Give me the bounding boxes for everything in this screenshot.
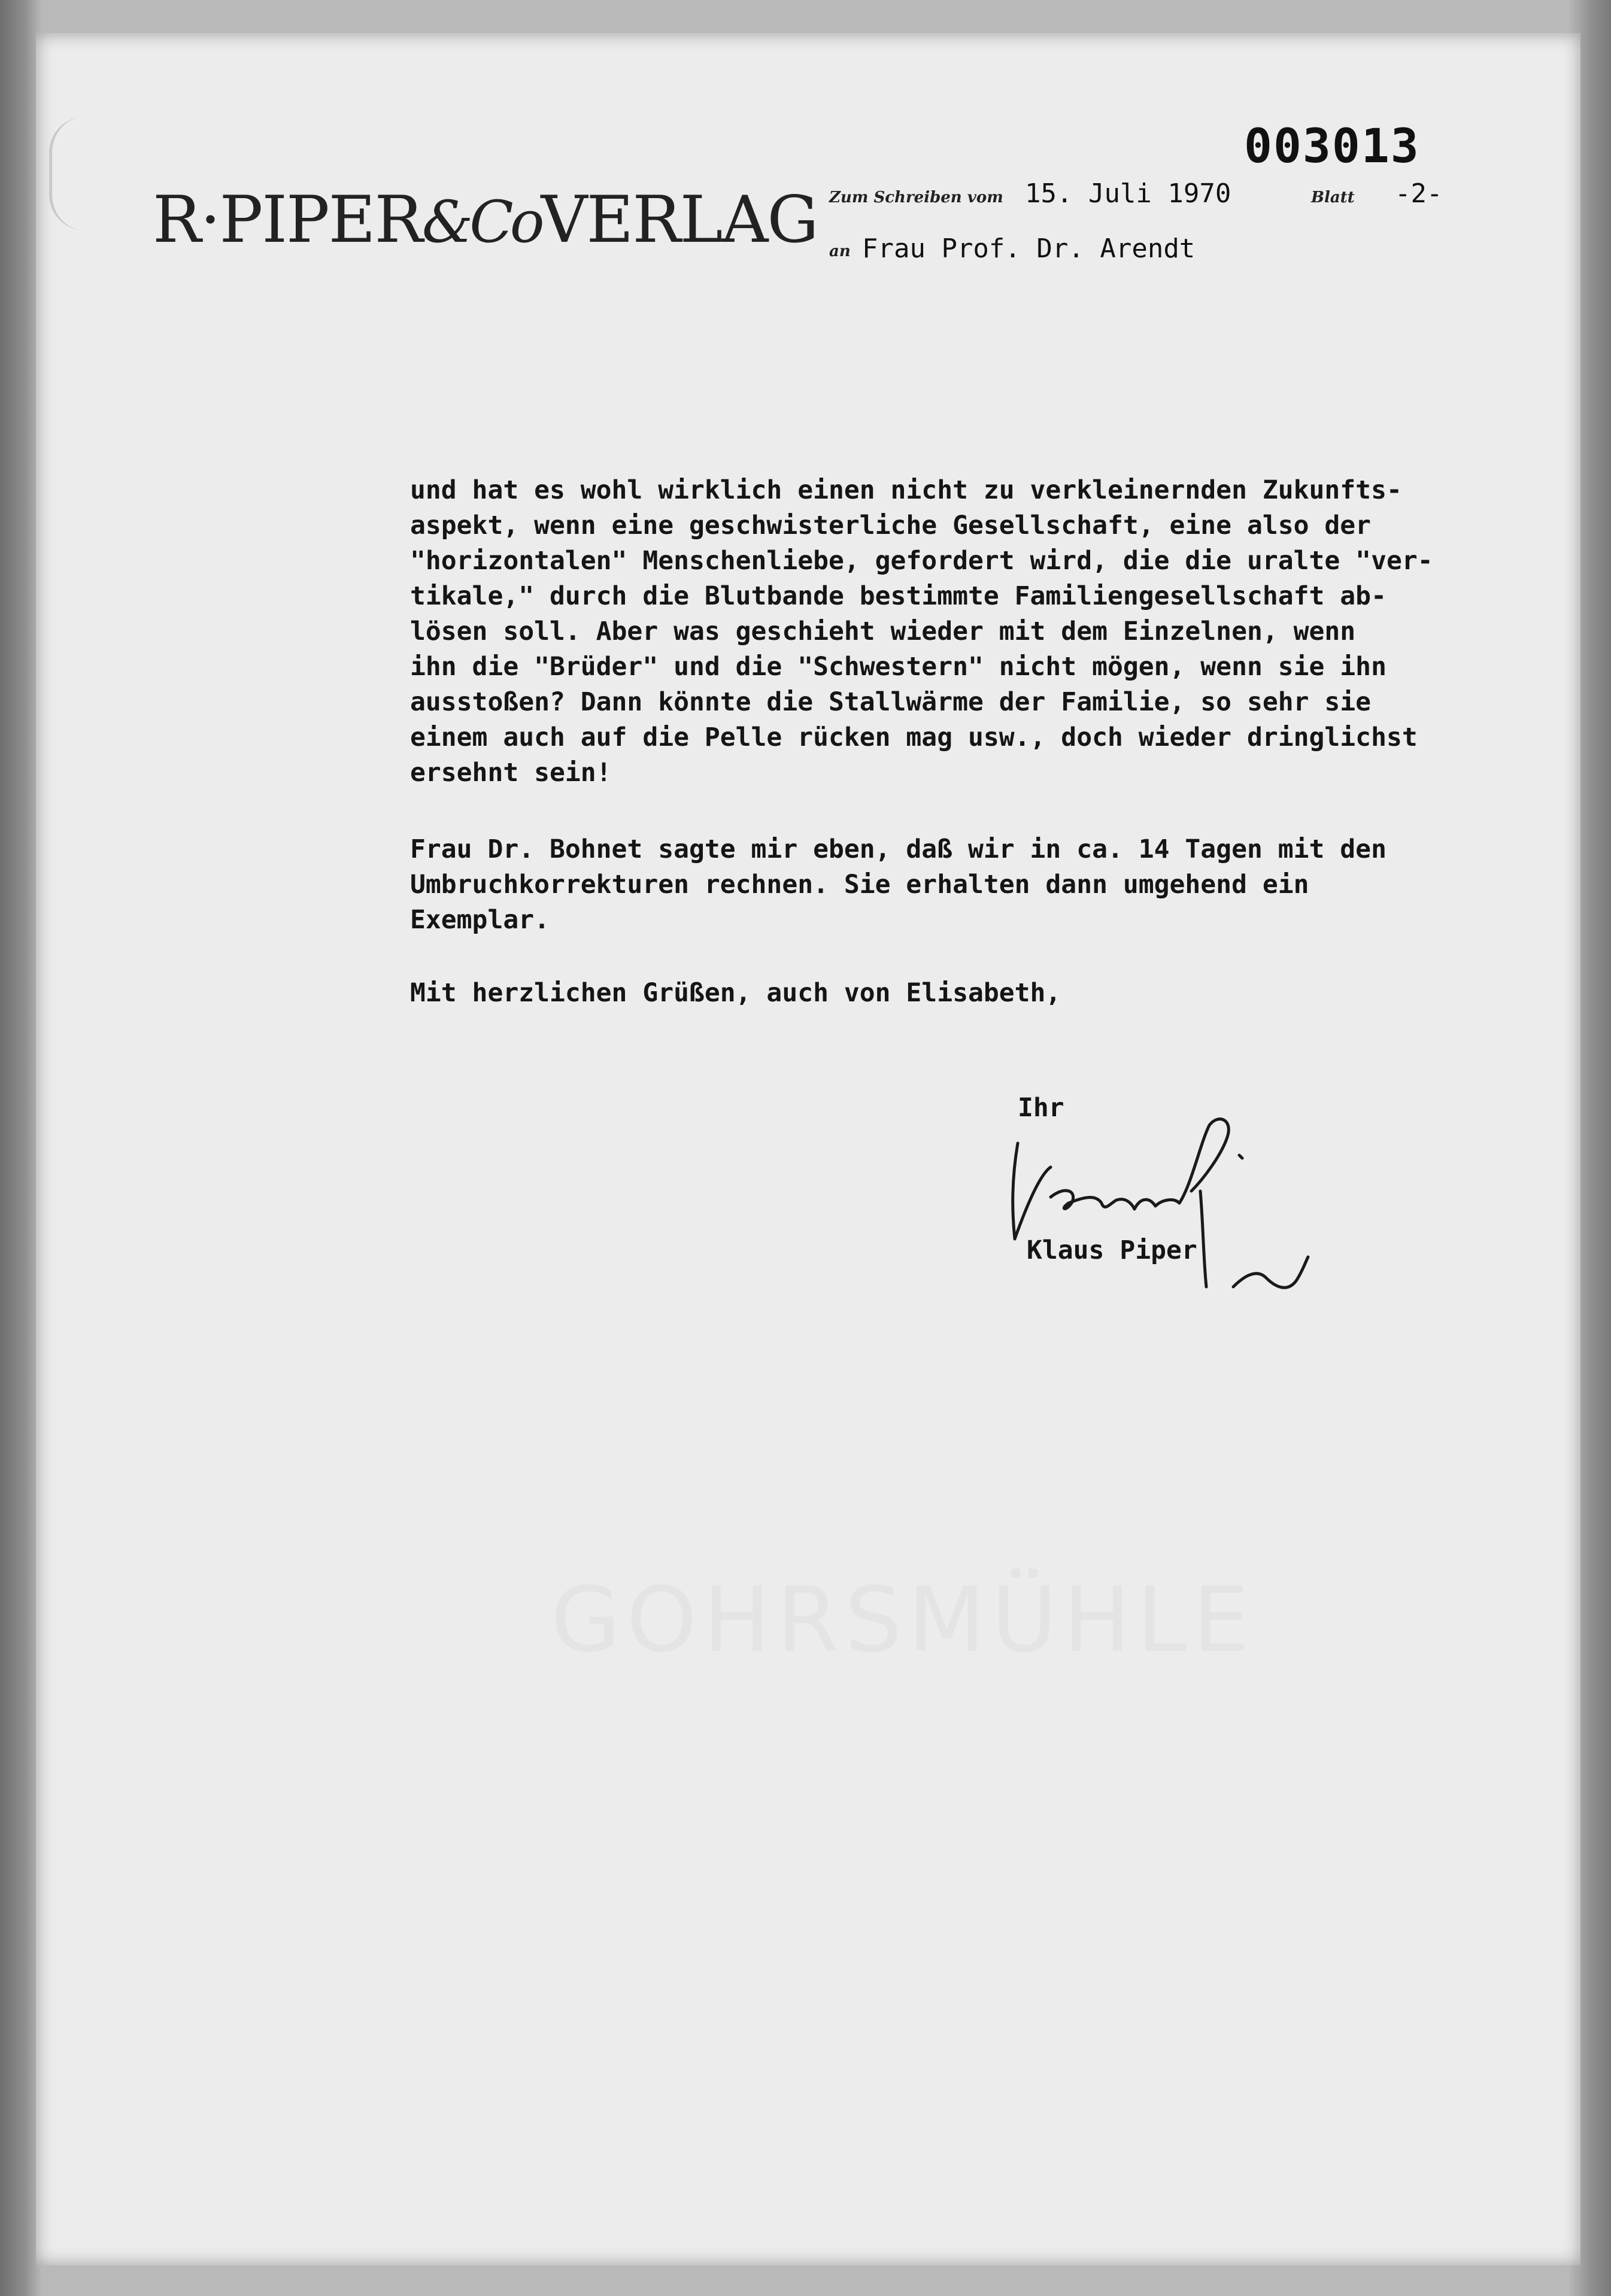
text-line: ihn die "Brüder" und die "Schwestern" nicht mögen, wenn sie ihn (410, 652, 1387, 682)
text-line: "horizontalen" Menschenliebe, gefordert wird, die die uralte "ver- (410, 546, 1433, 576)
text-line: ausstoßen? Dann könnte die Stallwärme der Familie, so sehr sie (410, 687, 1372, 717)
recipient-name: Frau Prof. Dr. Arendt (862, 233, 1196, 264)
paragraph-1 (410, 473, 1577, 791)
text-line: und hat es wohl wirklich einen nicht zu verkleinernden Zukunfts- (410, 475, 1402, 505)
logo-left: R·PIPER (153, 183, 422, 257)
sheet-number: -2- (1395, 178, 1443, 209)
document-number: 003013 (1244, 120, 1420, 174)
logo-ampersand: &Co (421, 189, 541, 256)
text-line: Umbruchkorrekturen rechnen. Sie erhalten dann umgehend ein (410, 870, 1309, 900)
logo-right: VERLAG (541, 183, 818, 257)
publisher-logo (153, 183, 818, 257)
text-line: aspekt, wenn eine geschwisterliche Gesellschaft, eine also der (410, 511, 1372, 540)
name-text: Klaus Piper (1027, 1235, 1197, 1265)
text-line: Frau Dr. Bohnet sagte mir eben, daß wir in ca. 14 Tagen mit den (410, 834, 1387, 864)
paragraph-2 (410, 832, 1577, 938)
date-label: Zum Schreiben vom (829, 189, 1003, 206)
signatory-name (1027, 1233, 1266, 1268)
text-line: einem auch auf die Pelle rücken mag usw., doch wieder dringlichst (410, 722, 1418, 752)
paragraph-3 (410, 976, 1577, 1011)
date-value: 15. Juli 1970 (1025, 178, 1231, 209)
text-line: Exemplar. (410, 905, 550, 935)
text-line: Mit herzlichen Grüßen, auch von Elisabeth, (410, 978, 1061, 1008)
text-line: tikale," durch die Blutbande bestimmte Familiengesellschaft ab- (410, 581, 1387, 611)
show-through-text: GOHRSMÜHLE (551, 1568, 1255, 1672)
recipient-label: an (829, 242, 851, 260)
handwritten-signature (994, 1107, 1353, 1335)
text-line: lösen soll. Aber was geschieht wieder mit dem Einzelnen, wenn (410, 616, 1356, 646)
sheet-label: Blatt (1311, 189, 1355, 206)
salutation-text: Ihr (1018, 1093, 1064, 1123)
scan-artifact (49, 117, 94, 230)
text-line: ersehnt sein! (410, 758, 612, 788)
